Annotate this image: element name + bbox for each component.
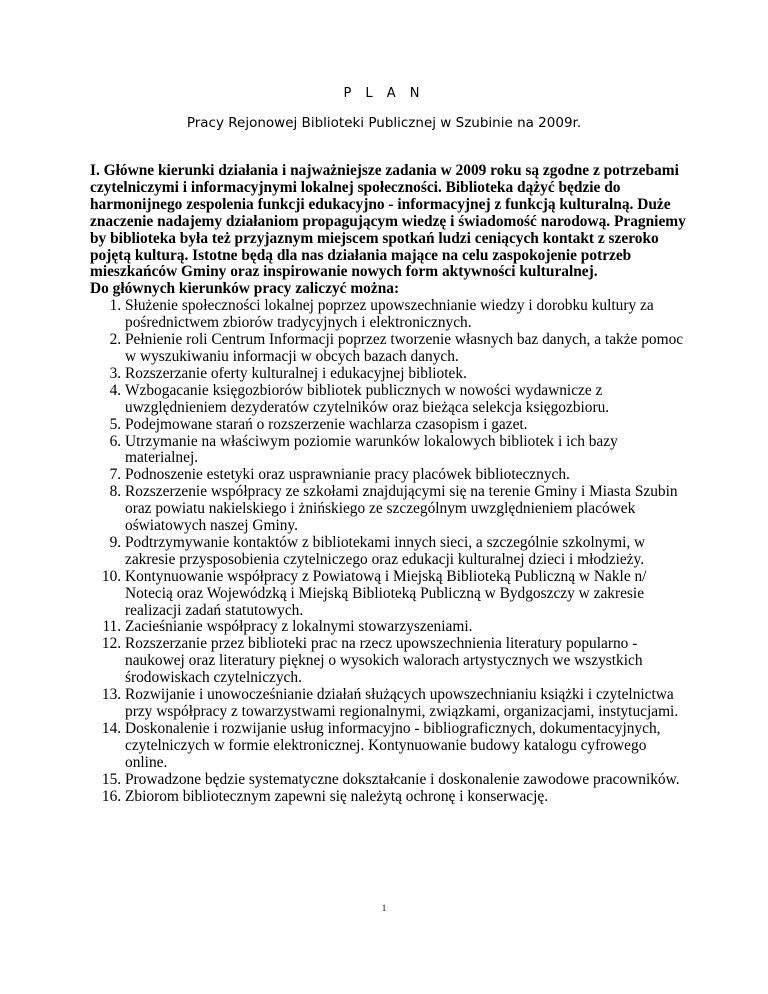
- list-item: 8. Rozszerzenie współpracy ze szkołami znajdującymi się na terenie Gminy i Miasta Szubin oraz powiatu nakielskiego i żnińskiego ze szczególnym uwzględnieniem placówek oświatowych naszej Gminy.: [125, 484, 690, 535]
- list-item: 4. Wzbogacanie księgozbiorów bibliotek publicznych w nowości wydawnicze z uwzględnieniem dezyderatów czytelników oraz bieżąca selekcja księgozbioru.: [125, 383, 690, 417]
- list-item: 16. Zbiorom bibliotecznym zapewni się należytą ochronę i konserwację.: [125, 789, 690, 806]
- page-number: 1: [381, 903, 387, 913]
- list-item: 11. Zacieśnianie współpracy z lokalnymi stowarzyszeniami.: [125, 619, 690, 636]
- list-heading: Do głównych kierunków pracy zaliczyć można:: [90, 280, 400, 298]
- list-item: 3. Rozszerzanie oferty kulturalnej i edukacyjnej bibliotek.: [125, 366, 690, 383]
- list-item: 5. Podejmowane starań o rozszerzenie wachlarza czasopism i gazet.: [125, 417, 690, 434]
- list-item: 2. Pełnienie roli Centrum Informacji poprzez tworzenie własnych baz danych, a także pomoc w wyszukiwaniu informacji w obcych bazach danych.: [125, 332, 690, 366]
- list-item: 15. Prowadzone będzie systematyczne dokształcanie i doskonalenie zawodowe pracowników.: [125, 772, 690, 789]
- list-item: 9. Podtrzymywanie kontaktów z bibliotekami innych sieci, a szczególnie szkolnymi, w zakresie przysposobienia czytelniczego oraz edukacji kulturalnej dzieci i młodzieży.: [125, 535, 690, 569]
- tasks-list: [90, 298, 690, 805]
- list-item: 14. Doskonalenie i rozwijanie usług informacyjno - bibliograficznych, dokumentacyjnych, czytelniczych w formie elektronicznej. Kontynuowanie budowy katalogu cyfrowego online.: [125, 721, 690, 772]
- list-item: 13. Rozwijanie i unowocześnianie działań służących upowszechnianiu książki i czytelnictwa przy współpracy z towarzystwami regionalnymi, związkami, organizacjami, instytucjami.: [125, 687, 690, 721]
- document-subtitle: Pracy Rejonowej Biblioteki Publicznej w Szubinie na 2009r.: [186, 115, 582, 131]
- list-item: 10. Kontynuowanie współpracy z Powiatową i Miejską Biblioteką Publiczną w Nakle n/ Notecią oraz Wojewódzką i Miejską Biblioteką Publiczną w Bydgoszczy w zakresie realizacji zadań statutowych.: [125, 569, 690, 620]
- list-item: 1. Służenie społeczności lokalnej poprzez upowszechnianie wiedzy i dorobku kultury za pośrednictwem zbiorów tradycyjnych i elektronicznych.: [125, 298, 690, 332]
- list-item: 6. Utrzymanie na właściwym poziomie warunków lokalowych bibliotek i ich bazy materialnej.: [125, 434, 690, 468]
- list-item: 12. Rozszerzanie przez biblioteki prac na rzecz upowszechnienia literatury popularno - naukowej oraz literatury pięknej o wysokich walorach artystycznych we wszystkich środowiskach czytelniczych.: [125, 636, 690, 687]
- intro-paragraph: I. Główne kierunki działania i najważniejsze zadania w 2009 roku są zgodne z potrzebami czytelniczymi i informacyjnymi lokalnej społeczności. Biblioteka dążyć będzie do harmonijnego zespolenia funkcji edukacyjno - informacyjnej z funkcją kulturalną. Duże znaczenie nadajemy działaniom propagującym wiedzę i świadomość narodową. Pragniemy by biblioteka była też przyjaznym miejscem spotkań ludzi ceniących kontakt z szeroko pojętą kulturą. Istotne będą dla nas działania mające na celu zaspokojenie potrzeb mieszkańców Gminy oraz inspirowanie nowych form aktywności kulturalnej.: [90, 162, 686, 281]
- document-title: P L A N: [343, 86, 425, 101]
- list-item: 7. Podnoszenie estetyki oraz usprawnianie pracy placówek bibliotecznych.: [125, 467, 690, 484]
- document-body: [90, 163, 690, 805]
